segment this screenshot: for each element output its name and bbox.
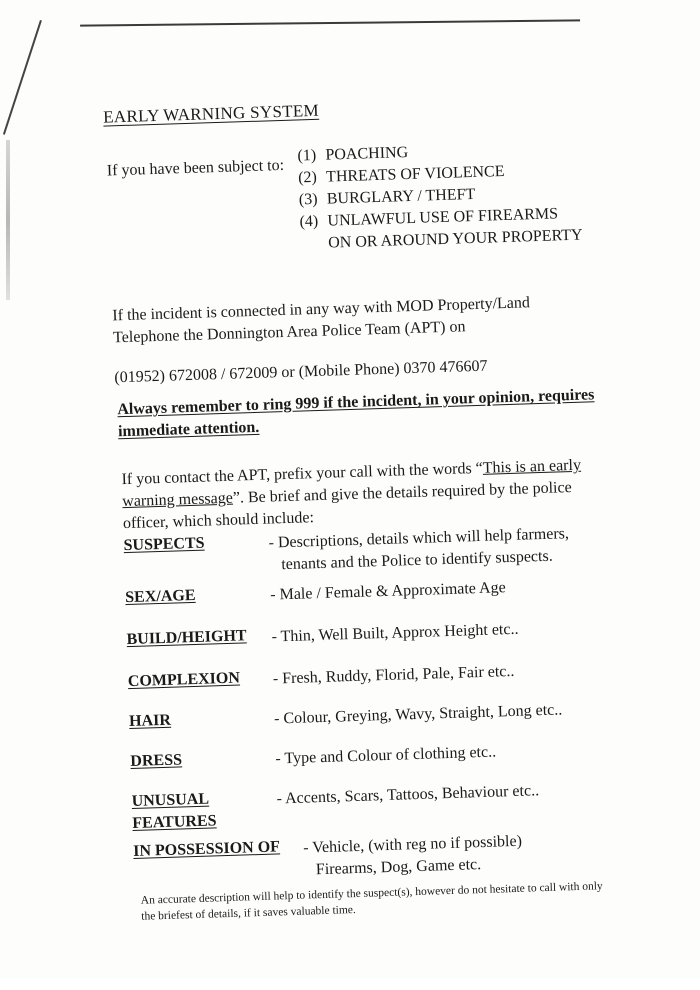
page-title: EARLY WARNING SYSTEM <box>102 100 320 127</box>
document-content: EARLY WARNING SYSTEM If you have been subject to: (1) POACHING (2) THREATS OF VIOLENCE (3) BURGLARY / THEFT (4) UNLAWFUL USE OF FIREARMS ON OR AROUND YOUR PROPERTY If the incident is connected in any way with MOD Property/Land Telephone the Donnington Area Police Team (APT) on (01952) 672008 / 672009 or (Mobile Phone) 0370 476607 Always remember to ring 999 if the incident, in your opinion, requires immediate attention. If you contact the APT, prefix your call with the words “This is an early warning message”. Be brief and give the details required by the police officer, which should include: SUSPECTS - Descriptions, details which will help farmers, tenants and the Police to identify suspects. SEX/AGE - Male / Female & Approximate Age BUILD/HEIGHT - Thin, Well Built, Approx Height etc.. COMPLEXION - Fresh, Ruddy, Florid, Pale, Fair etc.. HAIR - Colour, Greying, Wavy, Straight, Long etc.. DRESS - Type and Colour of clothing etc.. UNUSUAL FEATURES - Accents, Scars, Tattoos, Behaviour etc.. IN POSSESSION OF - Vehicle, (with reg no if possible) Firearms, Dog, Game etc. An accurate description will help to identify the suspect(s), however do not hesitate to call with only the briefest of details, if it saves valuable time. <box>0 0 700 990</box>
footer-note: An accurate description will help to identify the suspect(s), however do not hesitate to call with only the briefest of details, if it saves valuable time. <box>140 880 603 923</box>
mod-paragraph: If the incident is connected in any way with MOD Property/Land Telephone the Donnington Area Police Team (APT) on <box>112 294 531 347</box>
phone-numbers: (01952) 672008 / 672009 or (Mobile Phone) 0370 476607 <box>114 357 488 387</box>
list-item: (3) BURGLARY / THEFT <box>298 185 476 209</box>
list-item-continuation: ON OR AROUND YOUR PROPERTY <box>327 226 583 252</box>
emergency-warning: Always remember to ring 999 if the incident, in your opinion, requires immediate attention. <box>117 386 595 441</box>
incident-list <box>297 137 583 256</box>
list-item: (1) POACHING <box>297 144 409 165</box>
contact-instructions: If you contact the APT, prefix your call with the words “This is an early warning message”. Be brief and give the details required by the police officer, which should include: <box>121 456 582 533</box>
list-item: (4) UNLAWFUL USE OF FIREARMS <box>299 205 559 231</box>
list-item: (2) THREATS OF VIOLENCE <box>297 162 505 187</box>
intro-label: If you have been subject to: <box>106 156 285 180</box>
